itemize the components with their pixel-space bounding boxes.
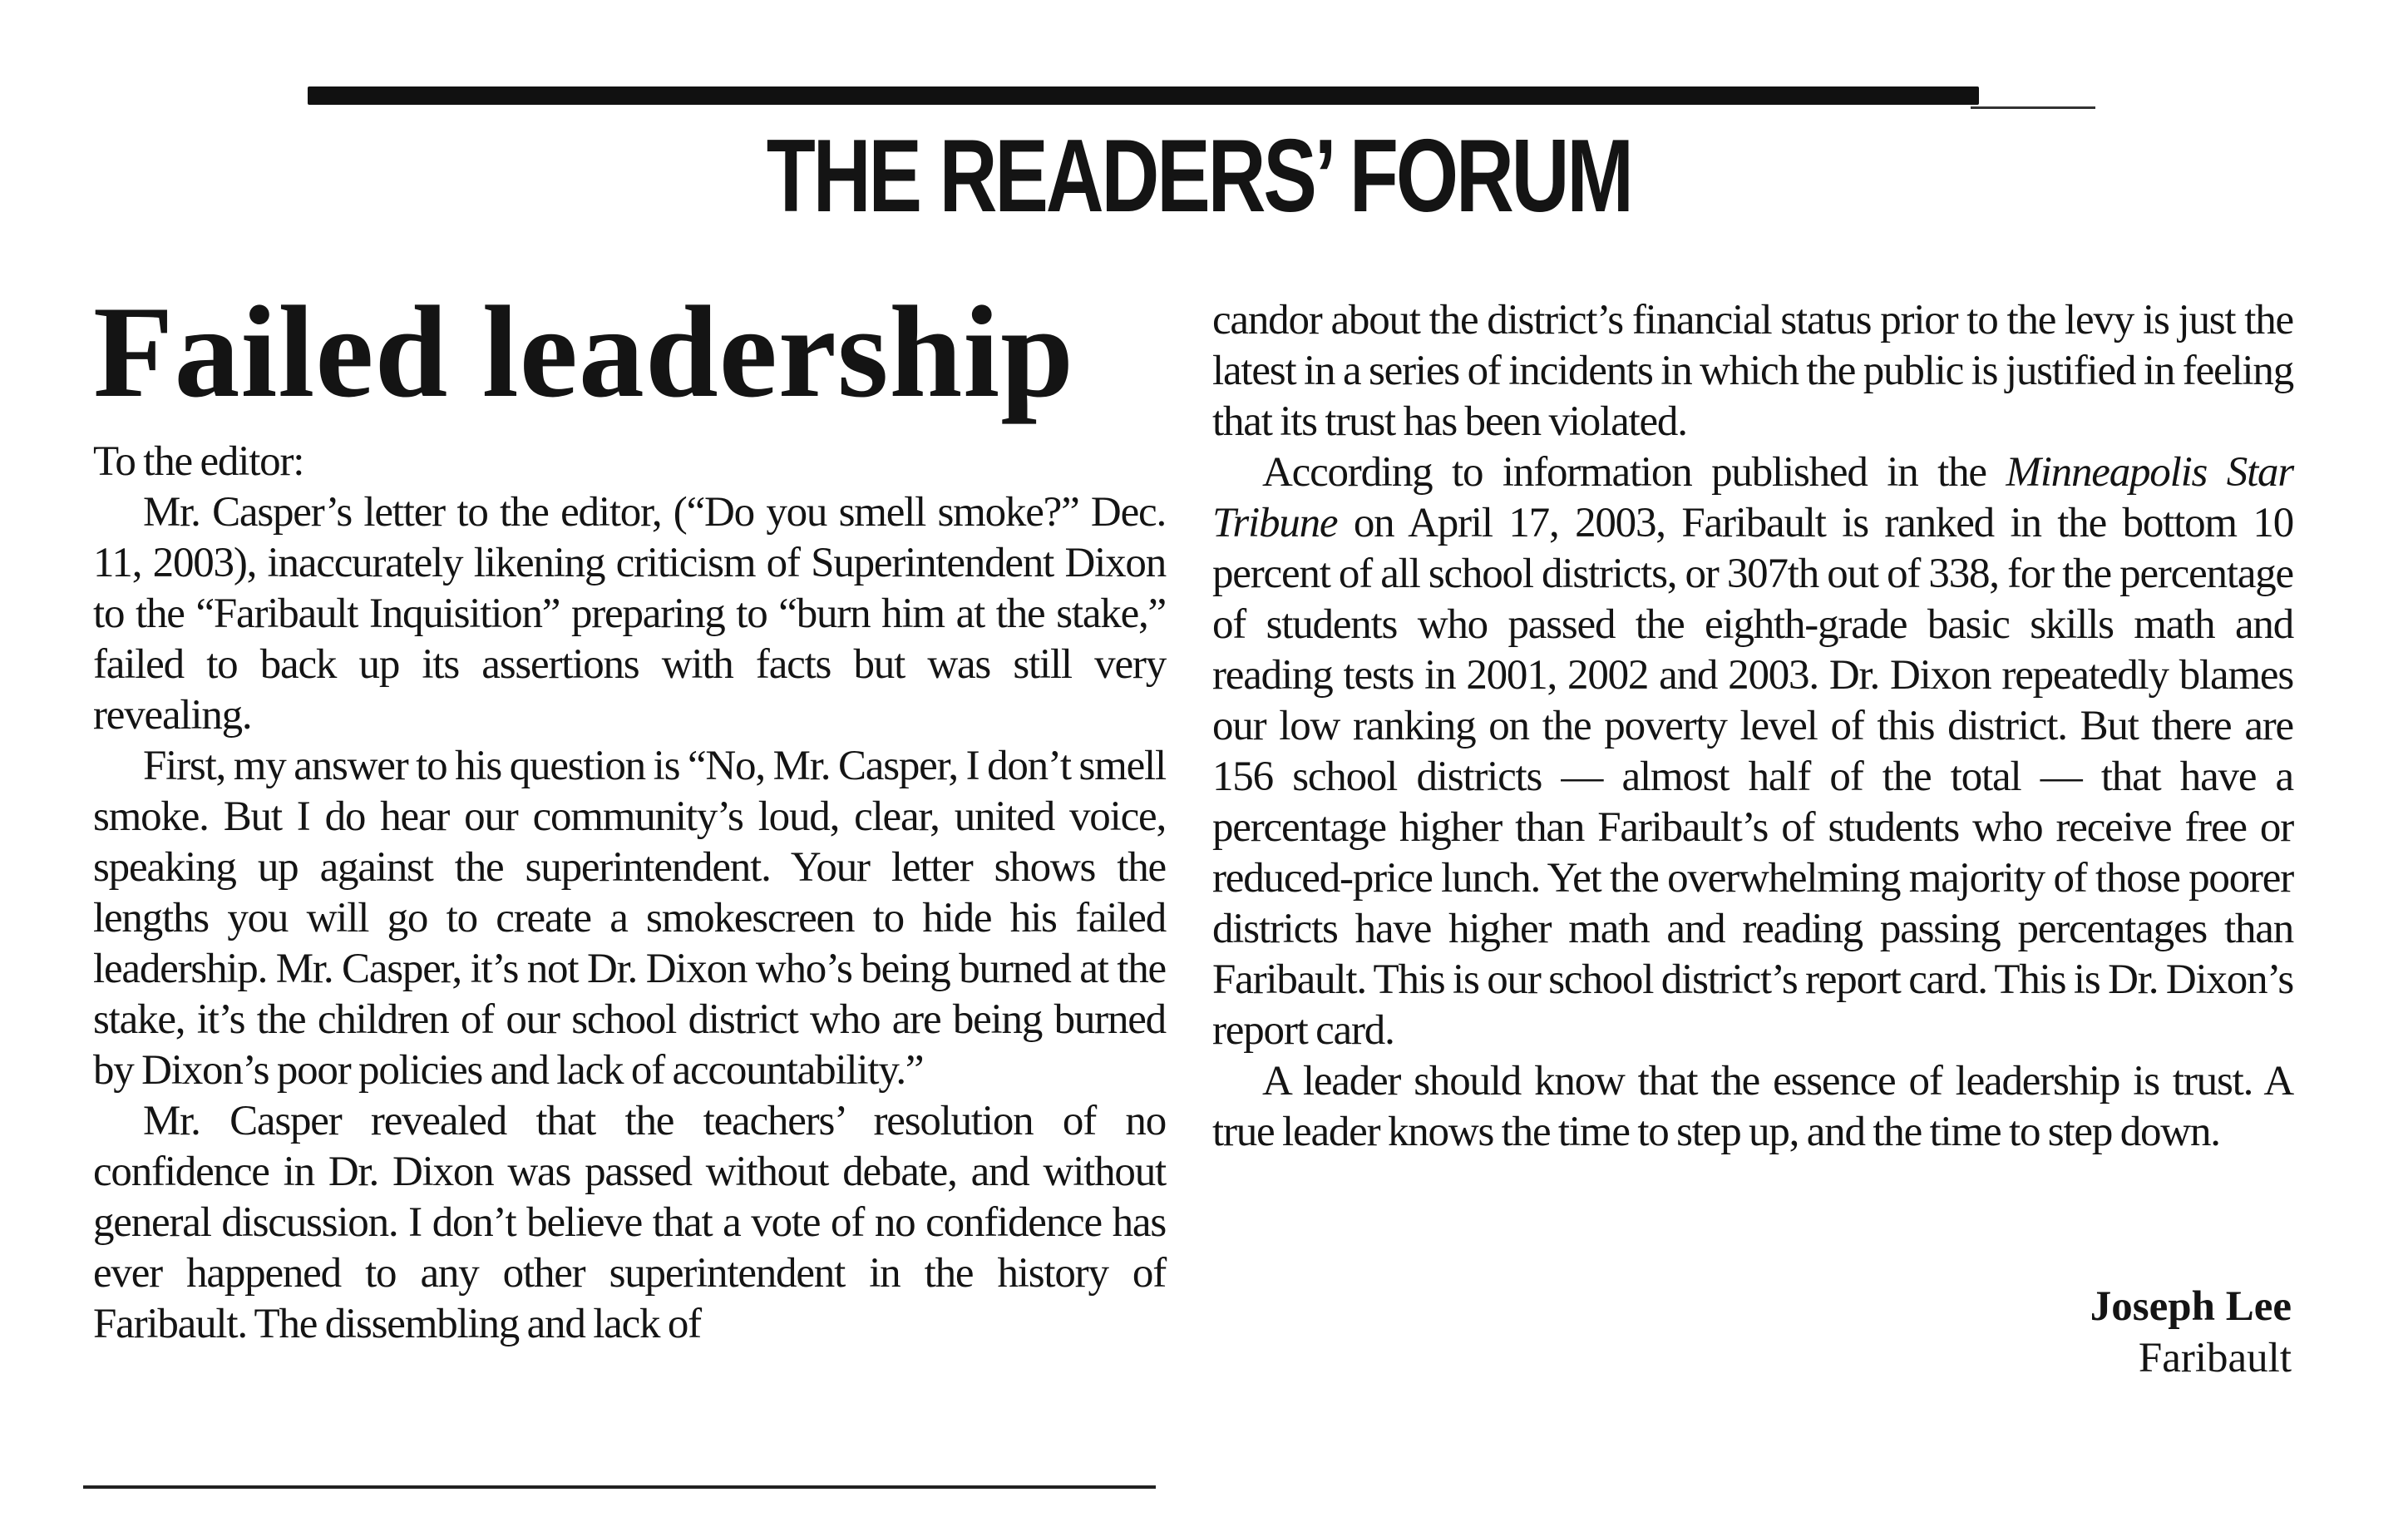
- left-column: [93, 437, 1166, 1350]
- top-rule-tail: [1971, 106, 2095, 109]
- author-location: Faribault: [2138, 1335, 2292, 1381]
- paragraph-5-lead: According to information published in the: [1262, 449, 2006, 496]
- newspaper-title: Minneapolis Star Tribune: [1212, 449, 2293, 546]
- paragraph-2: First, my answer to his question is “No, Mr. Casper, I don’t smell smoke. But I do hear our community’s loud, clear, united voice, speaking up against the superintendent. Your letter shows the lengths you will go to create a smokescreen to hide his failed leadership. Mr. Casper, it’s not Dr. Dixon who’s being burned at the stake, it’s the children of our school district who are being burned by Dixon’s poor policies and lack of accountability.”: [93, 743, 1166, 1094]
- bottom-rule: [83, 1485, 1156, 1489]
- paragraph-4: candor about the district’s financial status prior to the levy is just the latest in a series of incidents in which the public is justified in feeling that its trust has been violated.: [1212, 297, 2293, 445]
- paragraph-1: Mr. Casper’s letter to the editor, (“Do you smell smoke?” Dec. 11, 2003), inaccurately likening criticism of Superintendent Dixon to the “Faribault Inquisition” preparing to “burn him at the stake,” failed to back up its assertions with facts but was still very revealing.: [93, 489, 1166, 739]
- author-name: Joseph Lee: [2090, 1283, 2292, 1330]
- top-rule: [308, 86, 1979, 105]
- paragraph-6: A leader should know that the essence of leadership is trust. A true leader knows the time to step up, and the time to step down.: [1212, 1058, 2293, 1155]
- signature-block: [2090, 1281, 2292, 1384]
- paragraph-5-body: on April 17, 2003, Faribault is ranked in the bottom 10 percent of all school districts, or 307th out of 338, for the percentage of students who passed the eighth-grade basic skills math and reading tests in 2001, 2002 and 2003. Dr. Dixon repeatedly blames our low ranking on the poverty level of this district. But there are 156 school districts — almost half of the total — that have a percentage higher than Faribault’s of students who receive free or reduced-price lunch. Yet the overwhelming majority of those poorer districts have higher math and reading passing percentages than Faribault. This is our school district’s report card. This is Dr. Dixon’s report card.: [1212, 500, 2293, 1054]
- paragraph-3: Mr. Casper revealed that the teachers’ resolution of no confidence in Dr. Dixon was passed without debate, and without general discussion. I don’t believe that a vote of no confidence has ever happened to any other superintendent in the history of Faribault. The dissembling and lack of: [93, 1098, 1166, 1347]
- article-headline: Failed leadership: [93, 279, 1075, 425]
- right-column: [1212, 295, 2293, 1158]
- salutation: To the editor:: [93, 438, 304, 485]
- section-masthead: THE READERS’ FORUM: [766, 119, 1631, 234]
- paragraph-5: [1212, 447, 2293, 1056]
